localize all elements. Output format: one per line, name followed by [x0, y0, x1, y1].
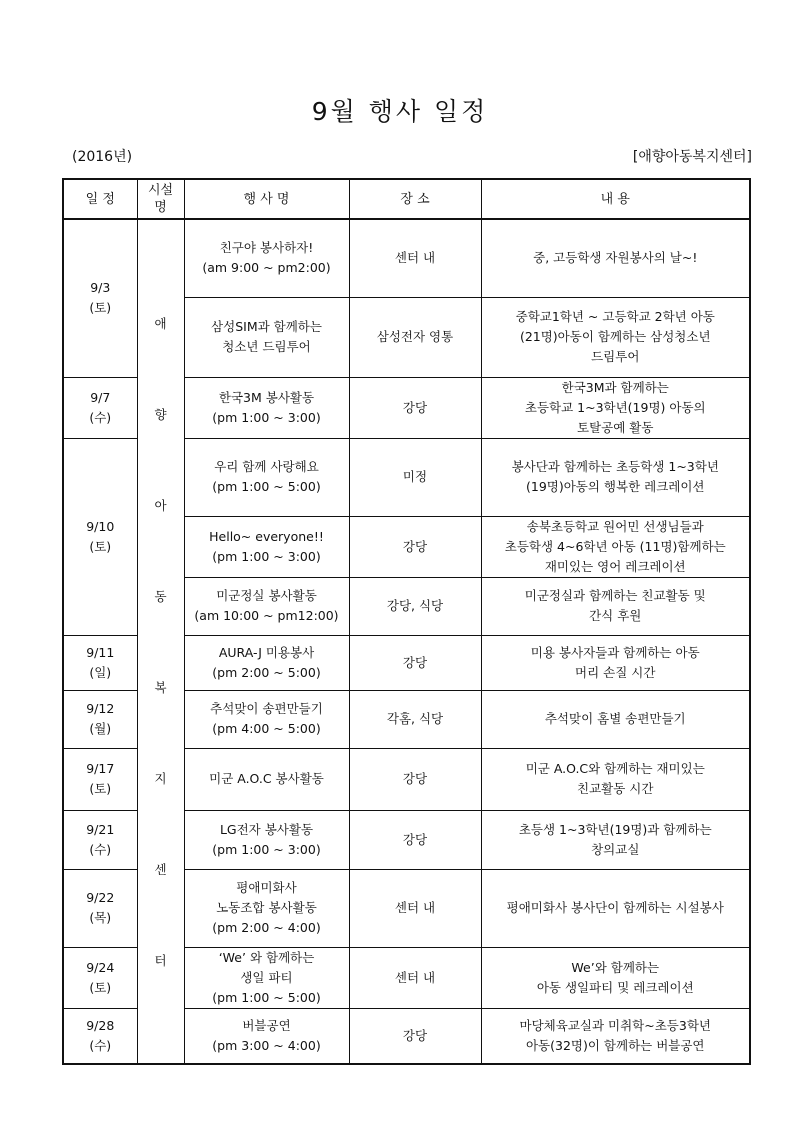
date-weekday: (토) [89, 538, 112, 554]
event-place: 강당 [349, 1008, 481, 1064]
event-place: 강당, 식당 [349, 577, 481, 635]
facility-char: 동 [154, 588, 167, 604]
event-content: 마당체육교실과 미취학~초등3학년 아동(32명)이 함께하는 버블공연 [481, 1008, 750, 1064]
event-place: 강당 [349, 635, 481, 690]
date-day: 9/24 [86, 959, 115, 975]
date-cell [63, 869, 137, 947]
event-place: 센터 내 [349, 869, 481, 947]
date-day: 9/11 [86, 644, 115, 660]
date-weekday: (수) [89, 1037, 112, 1053]
event-name: 한국3M 봉사활동 (pm 1:00 ~ 3:00) [184, 377, 349, 438]
facility-char: 복 [154, 679, 167, 695]
organization-label: [애향아동복지센터] [632, 149, 752, 165]
event-place: 센터 내 [349, 947, 481, 1008]
date-day: 9/22 [86, 890, 115, 905]
event-content: 추석맞이 홈별 송편만들기 [481, 690, 750, 748]
event-content: 중학교1학년 ~ 고등학교 2학년 아동 (21명)아동이 함께하는 삼성청소년 드림투어 [481, 297, 750, 377]
event-content: 초등생 1~3학년(19명)과 함께하는 창의교실 [481, 810, 750, 869]
facility-char: 지 [154, 770, 167, 786]
event-content: 미용 봉사자들과 함께하는 아동 머리 손질 시간 [481, 635, 750, 690]
date-weekday: (일) [89, 664, 112, 680]
table-row [63, 219, 750, 297]
event-name: AURA-J 미용봉사 (pm 2:00 ~ 5:00) [184, 635, 349, 690]
event-place: 강당 [349, 748, 481, 810]
event-place: 강당 [349, 516, 481, 577]
date-day: 9/21 [86, 821, 115, 837]
date-cell [63, 748, 137, 810]
event-content: 미군정실과 함께하는 친교활동 및 간식 후원 [481, 577, 750, 635]
date-day: 9/7 [90, 389, 111, 405]
event-name: 평애미화사 노동조합 봉사활동 (pm 2:00 ~ 4:00) [184, 869, 349, 947]
event-name: 미군 A.O.C 봉사활동 [184, 748, 349, 810]
event-name: 친구야 봉사하자! (am 9:00 ~ pm2:00) [184, 219, 349, 297]
date-weekday: (토) [89, 979, 112, 995]
header-content: 내 용 [481, 179, 750, 219]
event-name: 버블공연 (pm 3:00 ~ 4:00) [184, 1008, 349, 1064]
event-content: 봉사단과 함께하는 초등학생 1~3학년 (19명)아동의 행복한 레크레이션 [481, 438, 750, 516]
facility-char: 센 [154, 861, 167, 877]
event-name: 미군정실 봉사활동 (am 10:00 ~ pm12:00) [184, 577, 349, 635]
facility-cell [137, 219, 184, 1064]
date-cell [63, 635, 137, 690]
event-name: 삼성SIM과 함께하는 청소년 드림투어 [184, 297, 349, 377]
event-place: 각홈, 식당 [349, 690, 481, 748]
event-content: 미군 A.O.C와 함께하는 재미있는 친교활동 시간 [481, 748, 750, 810]
table-header-row [63, 179, 750, 219]
date-weekday: (수) [89, 841, 112, 857]
event-place: 미정 [349, 438, 481, 516]
event-place: 삼성전자 영통 [349, 297, 481, 377]
date-cell [63, 377, 137, 438]
event-content: 송북초등학교 원어민 선생님들과 초등학생 4~6학년 아동 (11명)함께하는 재미있는 영어 레크레이션 [481, 516, 750, 577]
event-content: 중, 고등학생 자원봉사의 날~! [481, 219, 750, 297]
facility-char: 향 [154, 406, 167, 422]
event-name: 우리 함께 사랑해요 (pm 1:00 ~ 5:00) [184, 438, 349, 516]
facility-char: 아 [154, 497, 167, 513]
year-label: (2016년) [72, 149, 133, 165]
date-day: 9/28 [86, 1017, 115, 1033]
header-facility: 시설 명 [137, 179, 184, 219]
date-day: 9/3 [90, 280, 111, 296]
date-weekday: (월) [89, 721, 112, 736]
header-place: 장 소 [349, 179, 481, 219]
facility-char: 애 [154, 315, 167, 331]
event-name: Hello~ everyone!! (pm 1:00 ~ 3:00) [184, 516, 349, 577]
schedule-table [62, 178, 751, 1065]
date-day: 9/17 [86, 761, 115, 776]
event-content: 평애미화사 봉사단이 함께하는 시설봉사 [481, 869, 750, 947]
date-day: 9/10 [86, 518, 115, 534]
date-weekday: (토) [89, 781, 112, 796]
event-name: LG전자 봉사활동 (pm 1:00 ~ 3:00) [184, 810, 349, 869]
event-place: 강당 [349, 810, 481, 869]
date-weekday: (목) [89, 910, 112, 925]
facility-char: 터 [154, 952, 167, 968]
event-content: 한국3M과 함께하는 초등학교 1~3학년(19명) 아동의 토탈공예 활동 [481, 377, 750, 438]
event-name: 추석맞이 송편만들기 (pm 4:00 ~ 5:00) [184, 690, 349, 748]
date-weekday: (수) [89, 409, 112, 425]
date-cell [63, 1008, 137, 1064]
event-name: ‘We’ 와 함께하는 생일 파티 (pm 1:00 ~ 5:00) [184, 947, 349, 1008]
date-cell [63, 219, 137, 377]
date-weekday: (토) [89, 300, 112, 316]
header-event: 행 사 명 [184, 179, 349, 219]
date-cell [63, 690, 137, 748]
header-date: 일 정 [63, 179, 137, 219]
event-content: We’와 함께하는 아동 생일파티 및 레크레이션 [481, 947, 750, 1008]
date-cell [63, 810, 137, 869]
date-cell [63, 438, 137, 635]
page-title: 9월 행사 일정 [311, 97, 489, 126]
date-cell [63, 947, 137, 1008]
event-place: 센터 내 [349, 219, 481, 297]
event-place: 강당 [349, 377, 481, 438]
date-day: 9/12 [86, 701, 115, 716]
